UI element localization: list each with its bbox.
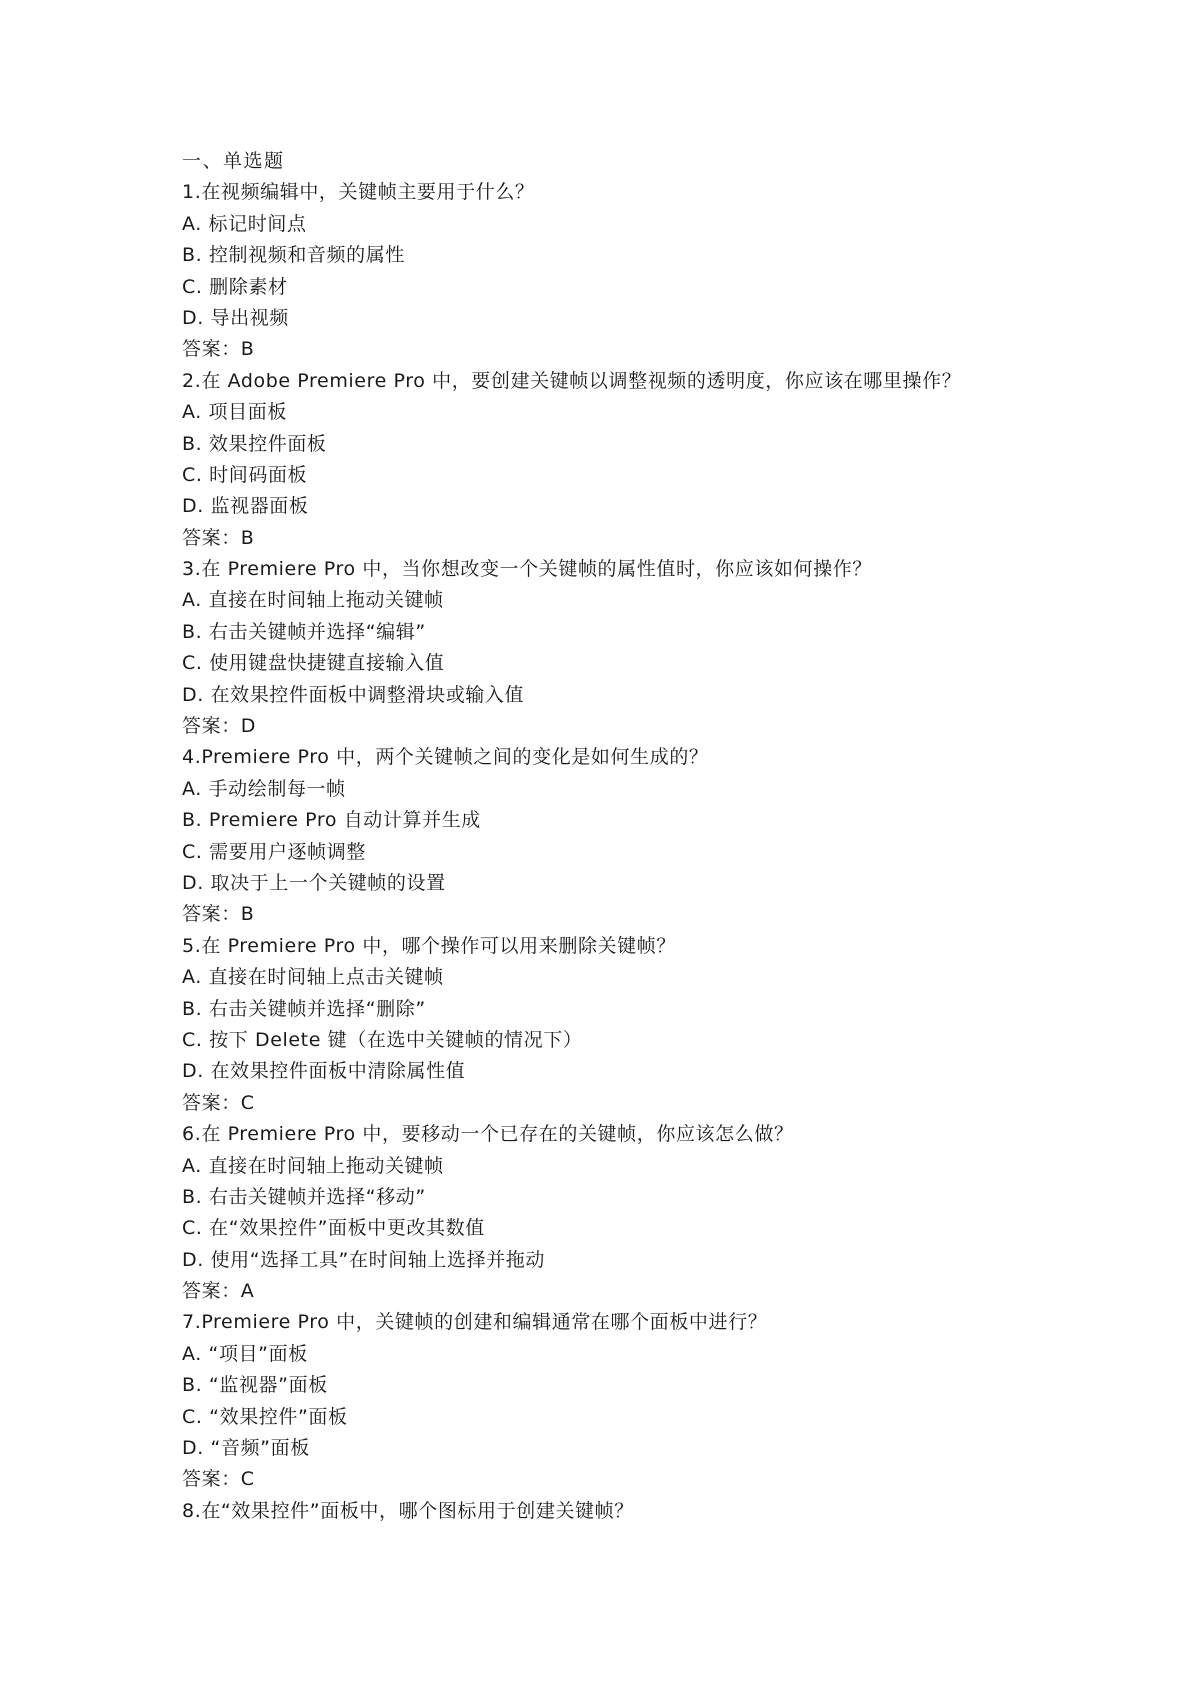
document-page xyxy=(182,146,1062,1527)
answer-key: 答案：B xyxy=(182,903,255,926)
question-text: 5.在 Premiere Pro 中，哪个操作可以用来删除关键帧？ xyxy=(182,934,676,957)
answer-option: A. 手动绘制每一帧 xyxy=(182,777,346,800)
answer-option: B. 效果控件面板 xyxy=(182,432,327,455)
question-text: 1.在视频编辑中，关键帧主要用于什么？ xyxy=(182,181,535,204)
answer-key: 答案：D xyxy=(182,715,257,738)
answer-option: B. 右击关键帧并选择“移动” xyxy=(182,1185,426,1208)
answer-option: C. 使用键盘快捷键直接输入值 xyxy=(182,652,445,675)
answer-option: B. 右击关键帧并选择“编辑” xyxy=(182,620,426,643)
answer-option: C. 在“效果控件”面板中更改其数值 xyxy=(182,1217,485,1240)
answer-option: A. “项目”面板 xyxy=(182,1342,308,1365)
answer-option: A. 项目面板 xyxy=(182,401,287,424)
section-title: 一、单选题 xyxy=(182,150,285,172)
answer-option: D. 在效果控件面板中调整滑块或输入值 xyxy=(182,683,525,706)
answer-option: C. 需要用户逐帧调整 xyxy=(182,840,366,863)
answer-option: A. 直接在时间轴上拖动关键帧 xyxy=(182,1154,444,1177)
answer-key: 答案：C xyxy=(182,1091,255,1114)
answer-option: B. 右击关键帧并选择“删除” xyxy=(182,997,426,1020)
answer-option: B. “监视器”面板 xyxy=(182,1374,328,1397)
answer-option: B. Premiere Pro 自动计算并生成 xyxy=(182,809,481,832)
question-text: 4.Premiere Pro 中，两个关键帧之间的变化是如何生成的？ xyxy=(182,746,709,769)
answer-option: A. 直接在时间轴上点击关键帧 xyxy=(182,966,444,989)
answer-option: D. 在效果控件面板中清除属性值 xyxy=(182,1060,466,1083)
answer-key: 答案：B xyxy=(182,338,255,361)
answer-key: 答案：C xyxy=(182,1468,255,1491)
question-text: 3.在 Premiere Pro 中，当你想改变一个关键帧的属性值时，你应该如何操作？ xyxy=(182,558,872,581)
answer-option: D. 导出视频 xyxy=(182,306,289,329)
answer-option: A. 直接在时间轴上拖动关键帧 xyxy=(182,589,444,612)
answer-option: B. 控制视频和音频的属性 xyxy=(182,244,405,267)
answer-option: D. 使用“选择工具”在时间轴上选择并拖动 xyxy=(182,1248,545,1271)
answer-option: A. 标记时间点 xyxy=(182,212,307,235)
answer-option: D. “音频”面板 xyxy=(182,1437,310,1460)
answer-option: C. 按下 Delete 键（在选中关键帧的情况下） xyxy=(182,1028,583,1051)
answer-option: C. 删除素材 xyxy=(182,275,288,298)
answer-option: D. 监视器面板 xyxy=(182,495,309,518)
question-text: 2.在 Adobe Premiere Pro 中，要创建关键帧以调整视频的透明度，你应该在哪里操作？ xyxy=(182,369,962,392)
question-text: 8.在“效果控件”面板中，哪个图标用于创建关键帧？ xyxy=(182,1499,634,1522)
question-text: 6.在 Premiere Pro 中，要移动一个已存在的关键帧，你应该怎么做？ xyxy=(182,1123,794,1146)
answer-key: 答案：A xyxy=(182,1280,255,1303)
answer-option: C. “效果控件”面板 xyxy=(182,1405,348,1428)
answer-key: 答案：B xyxy=(182,526,255,549)
answer-option: D. 取决于上一个关键帧的设置 xyxy=(182,871,446,894)
question-text: 7.Premiere Pro 中，关键帧的创建和编辑通常在哪个面板中进行？ xyxy=(182,1311,768,1334)
answer-option: C. 时间码面板 xyxy=(182,463,308,486)
question-list xyxy=(182,177,1062,1527)
